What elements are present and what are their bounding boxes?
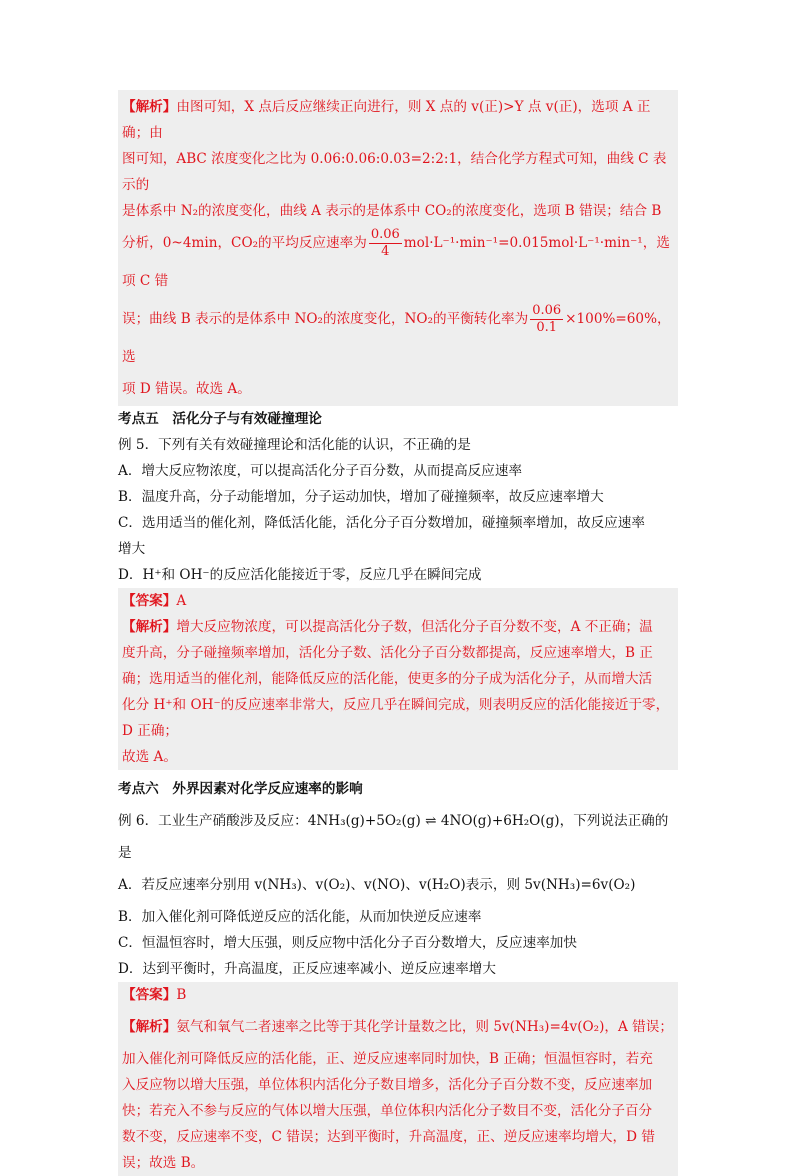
answer-line — [122, 982, 674, 1008]
analysis-line: 入反应物以增大压强，单位体积内活化分子数目增多，活化分子百分数不变，反应速率加 — [122, 1077, 653, 1093]
section-heading: 考点五 活化分子与有效碰撞理论 — [118, 411, 322, 427]
option-c: C．选用适当的催化剂，降低活化能，活化分子百分数增加，碰撞频率增加，故反应速率 — [118, 515, 645, 531]
option-d: D．达到平衡时，升高温度，正反应速率减小、逆反应速率增大 — [118, 961, 496, 977]
option-b: B．加入催化剂可降低逆反应的活化能，从而加快逆反应速率 — [118, 909, 482, 925]
question-stem-cont: 是 — [118, 845, 132, 861]
option-b: B．温度升高，分子动能增加，分子运动加快，增加了碰撞频率，故反应速率增大 — [118, 489, 604, 505]
question-stem: 例 6．工业生产硝酸涉及反应：4NH₃(g)+5O₂(g) ⇌ 4NO(g)+6H₂O(g)，下列说法正确的 — [118, 813, 669, 829]
analysis-tag: 【解析】 — [122, 99, 177, 115]
analysis-box-1 — [118, 90, 678, 406]
analysis-tag: 【解析】 — [122, 1019, 177, 1035]
fraction: $\frac{0.06}{4}$ — [370, 227, 400, 259]
option-d: D．H⁺和 OH⁻的反应活化能接近于零，反应几乎在瞬间完成 — [118, 567, 482, 583]
analysis-line: 确；选用适当的催化剂，能降低反应的活化能，使更多的分子成为活化分子，从而增大活 — [122, 671, 653, 687]
analysis-line: 分析，0~4min，CO₂的平均反应速率为 $\frac{0.06}{4}$ mol·L⁻¹·min⁻¹=0.015mol·L⁻¹·min⁻¹，选项 C 错 — [122, 227, 670, 289]
analysis-line: 化分 H⁺和 OH⁻的反应速率非常大，反应几乎在瞬间完成，则表明反应的活化能接近于零， — [122, 697, 670, 713]
fraction: $\frac{0.06}{0.1}$ — [532, 303, 562, 335]
analysis-line: 加入催化剂可降低反应的活化能，正、逆反应速率同时加快，B 正确；恒温恒容时，若充 — [122, 1051, 653, 1067]
answer-line — [122, 588, 674, 614]
option-a: A．若反应速率分别用 v(NH₃)、v(O₂)、v(NO)、v(H₂O)表示，则 5v(NH₃)=6v(O₂) — [118, 877, 636, 893]
analysis-line: 是体系中 N₂的浓度变化，曲线 A 表示的是体系中 CO₂的浓度变化，选项 B 错误；结合 B — [122, 203, 662, 219]
option-c: C．恒温恒容时，增大压强，则反应物中活化分子百分数增大，反应速率加快 — [118, 935, 577, 951]
analysis-line: 项 D 错误。故选 A。 — [122, 381, 251, 397]
analysis-line: 图可知，ABC 浓度变化之比为 0.06:0.06:0.03=2:2:1，结合化学方程式可知，曲线 C 表示的 — [122, 151, 667, 193]
question-stem: 例 5．下列有关有效碰撞理论和活化能的认识，不正确的是 — [118, 437, 471, 453]
analysis-line: 度升高，分子碰撞频率增加，活化分子数、活化分子百分数都提高，反应速率增大，B 正 — [122, 645, 653, 661]
section-heading: 考点六 外界因素对化学反应速率的影响 — [118, 781, 363, 797]
answer-box-6 — [118, 982, 678, 1176]
answer-box-5 — [118, 588, 678, 770]
analysis-line: 快；若充入不参与反应的气体以增大压强，单位体积内活化分子数目不变，活化分子百分 — [122, 1103, 653, 1119]
analysis-line: 数不变，反应速率不变，C 错误；达到平衡时，升高温度，正、逆反应速率均增大，D 错 — [122, 1129, 655, 1145]
answer-tag: 【答案】 — [122, 987, 177, 1003]
analysis-line: 【解析】增大反应物浓度，可以提高活化分子数，但活化分子百分数不变，A 不正确；温 — [122, 619, 653, 635]
analysis-line: D 正确； — [122, 723, 179, 739]
document-page — [118, 90, 678, 1176]
answer-value: B — [176, 987, 187, 1003]
analysis-line: 误；曲线 B 表示的是体系中 NO₂的浓度变化，NO₂的平衡转化率为 $\frac{0.06}{0.1}$ ×100%=60%，选 — [122, 303, 671, 365]
option-c-cont: 增大 — [118, 541, 146, 557]
answer-value: A — [176, 593, 187, 609]
analysis-line: 【解析】氨气和氧气二者速率之比等于其化学计量数之比，则 5v(NH₃)=4v(O₂)，A 错误； — [122, 1019, 673, 1035]
analysis-line: 误；故选 B。 — [122, 1155, 205, 1171]
analysis-tag: 【解析】 — [122, 619, 177, 635]
analysis-line: 【解析】由图可知，X 点后反应继续正向进行，则 X 点的 v(正)>Y 点 v(正)，选项 A 正确；由 — [122, 99, 651, 141]
analysis-line: 故选 A。 — [122, 749, 177, 765]
option-a: A．增大反应物浓度，可以提高活化分子百分数，从而提高反应速率 — [118, 463, 523, 479]
answer-tag: 【答案】 — [122, 593, 177, 609]
